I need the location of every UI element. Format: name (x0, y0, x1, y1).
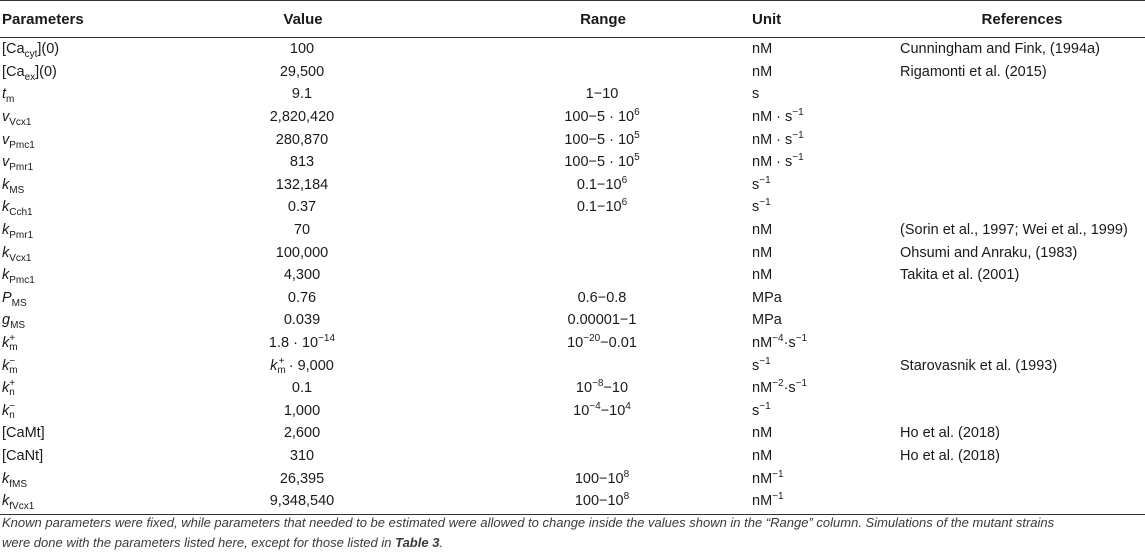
unit-text: s (752, 86, 760, 103)
range-text: 0.1−10 (576, 199, 622, 216)
param-symbol: t (2, 86, 7, 103)
param-symbol: [Ca (2, 63, 25, 80)
value-text: 310 (289, 447, 315, 464)
value-text: 9,348,540 (269, 493, 335, 510)
param-script-stack (9, 334, 17, 352)
value-text: 0.039 (283, 312, 321, 329)
header-range: Range (452, 1, 752, 38)
unit-text: nM (752, 493, 773, 510)
param-superscript: − (9, 355, 16, 367)
reference-cell (897, 422, 1145, 445)
param-symbol: [CaMt] (2, 425, 45, 442)
reference-cell (897, 445, 1145, 468)
value-text: 2,600 (283, 425, 321, 442)
unit-cell (752, 174, 897, 197)
param-subscript: Cch1 (9, 207, 33, 219)
value-text: 813 (289, 154, 315, 171)
param-subscript: Pmc1 (9, 275, 35, 287)
parameter-cell (0, 174, 152, 197)
reference-text[interactable]: (Sorin et al., 1997; Wei et al., 1999) (900, 222, 1128, 239)
range-cell (452, 287, 752, 310)
param-symbol: P (2, 289, 12, 306)
unit-exponent: −1 (759, 175, 771, 187)
param-symbol: v (2, 154, 10, 171)
unit-cell (752, 83, 897, 106)
param-subscript: Pmr1 (9, 229, 34, 241)
value-cell (152, 241, 452, 264)
value-subscript: m (277, 364, 286, 376)
range-exponent: 6 (634, 107, 640, 119)
reference-cell (897, 106, 1145, 129)
param-subscript: Vcx1 (9, 116, 32, 128)
reference-cell (897, 241, 1145, 264)
value-cell (152, 196, 452, 219)
range-end: −0.01 (600, 335, 637, 352)
range-text: 100−5 · 10 (564, 109, 635, 126)
reference-cell (897, 490, 1145, 515)
reference-cell (897, 332, 1145, 355)
param-tail: ](0) (37, 41, 60, 58)
unit-text: nM (752, 425, 773, 442)
parameter-cell (0, 287, 152, 310)
table-row (0, 287, 1145, 310)
reference-cell (897, 196, 1145, 219)
param-symbol: k (2, 176, 10, 193)
param-subscript: ex (24, 71, 36, 83)
unit-cell (752, 38, 897, 61)
range-cell (452, 400, 752, 423)
parameter-cell (0, 38, 152, 61)
header-parameters: Parameters (0, 1, 152, 38)
param-script-stack (9, 379, 15, 397)
value-cell (152, 422, 452, 445)
table-row (0, 354, 1145, 377)
header-value: Value (152, 1, 452, 38)
unit-exponent: −1 (792, 129, 804, 141)
value-text: 1.8 · 10 (268, 335, 319, 352)
unit-cell (752, 445, 897, 468)
value-text: 29,500 (279, 63, 325, 80)
param-subscript: m (9, 364, 18, 376)
value-text: 100,000 (275, 244, 329, 261)
parameter-cell (0, 241, 152, 264)
range-cell (452, 174, 752, 197)
table-row (0, 61, 1145, 84)
param-script-stack (9, 357, 17, 375)
value-text: 280,870 (275, 131, 329, 148)
unit-text: s (752, 199, 760, 216)
unit-exponent: −1 (772, 491, 784, 503)
reference-cell (897, 309, 1145, 332)
table-header-row (0, 1, 1145, 38)
param-subscript: Pmc1 (9, 139, 35, 151)
reference-cell (897, 467, 1145, 490)
unit-cell (752, 332, 897, 355)
param-subscript: n (9, 387, 15, 399)
value-script-stack (277, 357, 285, 375)
parameter-cell (0, 196, 152, 219)
param-script-stack (9, 402, 15, 420)
unit-text: nM (752, 447, 773, 464)
unit-text: nM (752, 41, 773, 58)
value-text: 9.1 (291, 86, 313, 103)
param-symbol: k (2, 357, 10, 374)
value-text: 0.76 (287, 289, 317, 306)
parameter-cell (0, 219, 152, 242)
param-tail: ](0) (35, 63, 57, 80)
table-row (0, 106, 1145, 129)
value-cell (152, 106, 452, 129)
unit-text: nM (752, 222, 773, 239)
unit-cell (752, 61, 897, 84)
unit-cell (752, 196, 897, 219)
unit-text: nM (752, 267, 773, 284)
param-symbol: g (2, 312, 11, 329)
param-symbol: [Ca (2, 41, 25, 58)
table-row (0, 445, 1145, 468)
param-subscript: m (6, 94, 15, 106)
parameter-cell (0, 445, 152, 468)
table-row (0, 196, 1145, 219)
parameter-cell (0, 61, 152, 84)
unit-exponent-2: −1 (795, 333, 808, 345)
table-row (0, 83, 1145, 106)
reference-cell (897, 83, 1145, 106)
unit-cell (752, 377, 897, 400)
param-symbol: k (2, 222, 10, 239)
param-superscript: − (9, 400, 16, 412)
parameter-cell (0, 264, 152, 287)
range-cell (452, 422, 752, 445)
unit-cell (752, 309, 897, 332)
reference-text[interactable]: Ho et al. (2018) (900, 425, 1000, 442)
reference-text[interactable]: Cunningham and Fink, (1994a) (900, 41, 1100, 58)
value-cell (152, 38, 452, 61)
param-symbol: v (2, 131, 10, 148)
range-text: 100−10 (574, 470, 624, 487)
reference-cell (897, 377, 1145, 400)
value-tail: · 9,000 (288, 357, 334, 374)
table-caption (2, 513, 1142, 553)
value-cell (152, 400, 452, 423)
range-start: 10 (575, 380, 593, 397)
param-subscript: n (9, 409, 15, 421)
table-row (0, 309, 1145, 332)
value-cell (152, 467, 452, 490)
table-row (0, 377, 1145, 400)
range-text: 100−5 · 10 (564, 131, 635, 148)
parameter-cell (0, 83, 152, 106)
unit-cell (752, 490, 897, 515)
range-cell (452, 128, 752, 151)
range-text: 1−10 (585, 86, 619, 103)
range-text: 100−10 (574, 493, 624, 510)
table-row (0, 264, 1145, 287)
value-text: 0.37 (287, 199, 317, 216)
unit-cell (752, 422, 897, 445)
range-cell (452, 264, 752, 287)
caption-end: . (439, 535, 444, 550)
param-subscript: Vcx1 (9, 252, 32, 264)
unit-exponent: −1 (759, 400, 771, 412)
range-cell (452, 377, 752, 400)
table-row (0, 241, 1145, 264)
unit-cell (752, 400, 897, 423)
param-symbol: k (2, 402, 10, 419)
unit-exponent: −1 (792, 152, 804, 164)
reference-text[interactable]: Ohsumi and Anraku, (1983) (900, 244, 1078, 261)
unit-cell (752, 467, 897, 490)
value-cell (152, 445, 452, 468)
range-cell (452, 241, 752, 264)
param-symbol: k (2, 267, 10, 284)
unit-cell (752, 287, 897, 310)
range-text: 0.1−10 (576, 176, 622, 193)
unit-text: s (752, 176, 760, 193)
range-text: 100−5 · 10 (564, 154, 635, 171)
reference-cell (897, 38, 1145, 61)
unit-cell (752, 219, 897, 242)
header-references: References (897, 1, 1145, 38)
param-symbol: k (2, 493, 10, 510)
param-subscript: fVcx1 (9, 501, 35, 513)
value-cell (152, 219, 452, 242)
param-superscript: + (9, 333, 16, 345)
range-start-exponent: −8 (592, 378, 604, 390)
value-text: 1,000 (283, 402, 321, 419)
param-symbol: v (2, 109, 10, 126)
value-text: 132,184 (275, 176, 329, 193)
value-cell (152, 490, 452, 515)
table-row (0, 174, 1145, 197)
parameter-cell (0, 332, 152, 355)
param-subscript: fMS (9, 478, 28, 490)
range-exponent: 8 (623, 491, 630, 503)
param-symbol: k (2, 380, 10, 397)
unit-cell (752, 354, 897, 377)
param-symbol: k (2, 199, 10, 216)
value-cell (152, 61, 452, 84)
range-cell (452, 38, 752, 61)
caption-table-ref[interactable]: Table 3 (395, 535, 440, 550)
reference-cell (897, 400, 1145, 423)
table-row (0, 400, 1145, 423)
parameter-cell (0, 422, 152, 445)
unit-text: MPa (752, 289, 782, 306)
range-end: −10 (603, 380, 629, 397)
table-row (0, 467, 1145, 490)
unit-text: nM · s (752, 154, 793, 171)
caption-line-2: were done with the parameters listed here, except for those listed in (2, 535, 396, 550)
range-start: 10 (567, 335, 584, 352)
reference-text[interactable]: Starovasnik et al. (1993) (900, 357, 1058, 374)
value-cell (152, 174, 452, 197)
range-cell (452, 445, 752, 468)
param-subscript: MS (11, 297, 27, 309)
value-cell (152, 83, 452, 106)
unit-text: nM (752, 63, 773, 80)
unit-text-2: ·s (783, 380, 796, 397)
unit-cell (752, 106, 897, 129)
value-cell (152, 377, 452, 400)
unit-text: MPa (752, 312, 782, 329)
unit-cell (752, 264, 897, 287)
reference-cell (897, 128, 1145, 151)
param-superscript: + (9, 378, 16, 390)
unit-cell (752, 128, 897, 151)
range-exponent: 6 (621, 175, 628, 187)
value-text: 70 (293, 222, 311, 239)
param-symbol: k (2, 470, 10, 487)
range-cell (452, 309, 752, 332)
unit-text: nM · s (752, 131, 793, 148)
param-subscript: MS (10, 320, 26, 332)
range-cell (452, 106, 752, 129)
unit-text: nM (752, 244, 773, 261)
unit-exponent-2: −1 (795, 378, 808, 390)
value-text: 26,395 (279, 470, 325, 487)
range-end-exponent: 4 (625, 400, 631, 412)
unit-exponent: −4 (772, 333, 784, 345)
value-text: 2,820,420 (269, 109, 335, 126)
parameter-cell (0, 400, 152, 423)
value-exponent: −14 (318, 333, 336, 345)
unit-text-2: ·s (783, 335, 796, 352)
value-cell (152, 309, 452, 332)
table-row (0, 422, 1145, 445)
range-start-exponent: −4 (589, 400, 601, 412)
range-cell (452, 61, 752, 84)
range-exponent: 8 (623, 468, 630, 480)
parameter-cell (0, 377, 152, 400)
reference-text[interactable]: Ho et al. (2018) (900, 447, 1000, 464)
range-start-exponent: −20 (583, 333, 601, 345)
reference-cell (897, 219, 1145, 242)
range-text: 0.00001−1 (567, 312, 637, 329)
param-symbol: k (2, 335, 10, 352)
value-cell (152, 287, 452, 310)
parameter-cell (0, 309, 152, 332)
range-end: −10 (600, 402, 626, 419)
unit-text: s (752, 402, 760, 419)
reference-cell (897, 174, 1145, 197)
table-row (0, 219, 1145, 242)
range-cell (452, 354, 752, 377)
reference-cell (897, 264, 1145, 287)
param-symbol: [CaNt] (2, 447, 44, 464)
range-exponent: 5 (634, 129, 640, 141)
parameter-cell (0, 354, 152, 377)
param-subscript: cyt (24, 49, 38, 61)
caption-line-1: Known parameters were fixed, while parameters that needed to be estimated were allowed to change inside the values shown in the “Range” column. Simulations of the mutant strains (2, 515, 1055, 530)
range-text: 0.6−0.8 (577, 289, 627, 306)
unit-text: nM (752, 335, 773, 352)
range-cell (452, 196, 752, 219)
table-row (0, 490, 1145, 515)
parameter-cell (0, 151, 152, 174)
reference-cell (897, 61, 1145, 84)
table-row (0, 332, 1145, 355)
reference-cell (897, 287, 1145, 310)
unit-exponent: −1 (759, 355, 771, 367)
parameter-cell (0, 128, 152, 151)
unit-text: nM · s (752, 109, 793, 126)
reference-text[interactable]: Rigamonti et al. (2015) (900, 63, 1047, 80)
value-cell (152, 264, 452, 287)
range-exponent: 6 (621, 197, 628, 209)
range-cell (452, 219, 752, 242)
param-subscript: Pmr1 (9, 162, 34, 174)
unit-exponent: −2 (772, 378, 784, 390)
range-cell (452, 151, 752, 174)
param-subscript: MS (9, 184, 25, 196)
value-text: 4,300 (283, 267, 321, 284)
parameter-cell (0, 106, 152, 129)
value-text: 0.1 (291, 380, 313, 397)
unit-cell (752, 241, 897, 264)
unit-exponent: −1 (759, 197, 771, 209)
range-cell (452, 490, 752, 515)
table-row (0, 128, 1145, 151)
table-row (0, 38, 1145, 61)
range-cell (452, 467, 752, 490)
unit-text: nM (752, 470, 773, 487)
unit-text: s (752, 357, 760, 374)
parameter-cell (0, 490, 152, 515)
parameter-cell (0, 467, 152, 490)
value-cell (152, 332, 452, 355)
value-cell (152, 151, 452, 174)
range-cell (452, 332, 752, 355)
unit-exponent: −1 (772, 468, 784, 480)
unit-exponent: −1 (792, 107, 804, 119)
header-unit: Unit (752, 1, 897, 38)
range-cell (452, 83, 752, 106)
value-text: 100 (289, 41, 315, 58)
reference-text[interactable]: Takita et al. (2001) (900, 267, 1020, 284)
value-cell (152, 354, 452, 377)
table-row (0, 151, 1145, 174)
reference-cell (897, 354, 1145, 377)
reference-cell (897, 151, 1145, 174)
range-exponent: 5 (634, 152, 640, 164)
range-start: 10 (573, 402, 590, 419)
param-symbol: k (2, 244, 10, 261)
value-symbol: k (270, 357, 278, 374)
unit-cell (752, 151, 897, 174)
param-subscript: m (9, 342, 18, 354)
value-cell (152, 128, 452, 151)
unit-text: nM (752, 380, 773, 397)
value-superscript: + (278, 355, 285, 367)
